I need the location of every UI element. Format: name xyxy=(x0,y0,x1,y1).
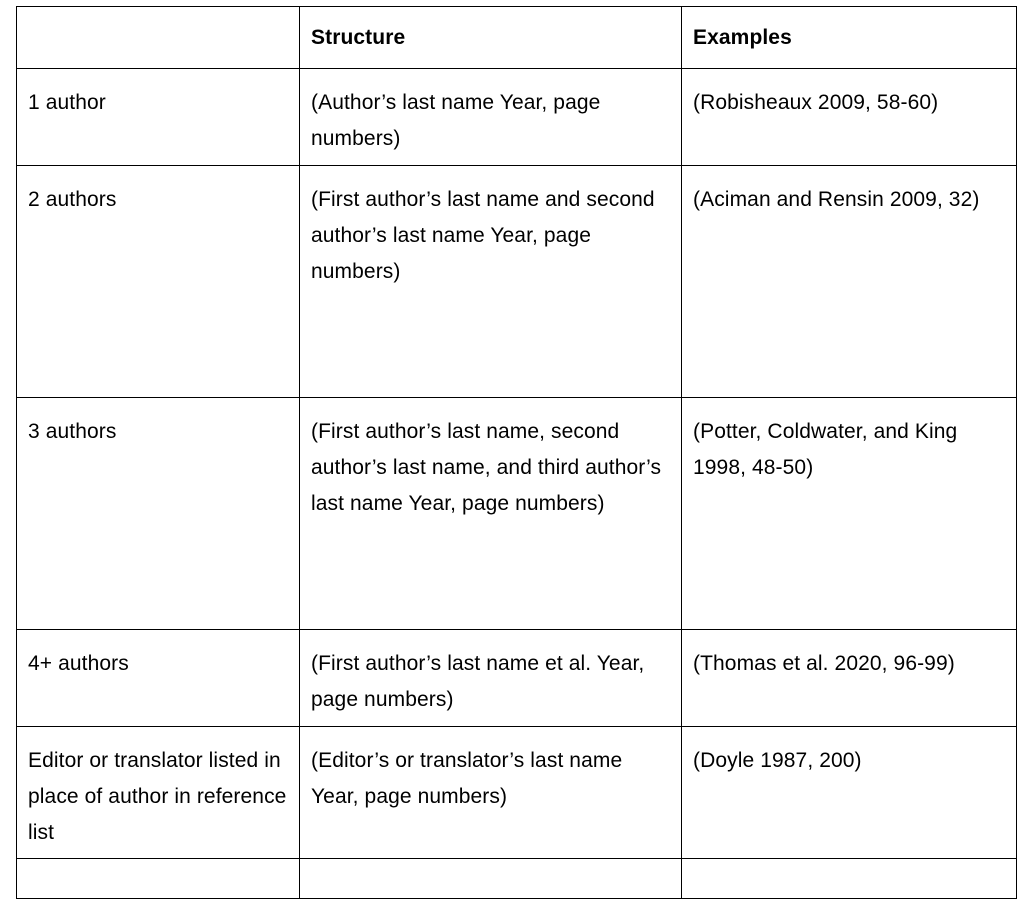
table-row xyxy=(17,166,1017,398)
structure-cell: (First author’s last name, second author’s last name, and third author’s last name Year, page numbers) xyxy=(300,398,682,630)
citation-table-container xyxy=(16,6,1016,899)
table-header-row xyxy=(17,7,1017,69)
example-cell: (Thomas et al. 2020, 96-99) xyxy=(682,630,1017,727)
author-type-cell: Editor or translator listed in place of author in reference list xyxy=(17,727,300,859)
header-cell-examples: Examples xyxy=(682,7,1017,69)
empty-cell xyxy=(17,859,300,899)
header-cell-type xyxy=(17,7,300,69)
table-row xyxy=(17,69,1017,166)
example-cell: (Aciman and Rensin 2009, 32) xyxy=(682,166,1017,398)
example-cell: (Doyle 1987, 200) xyxy=(682,727,1017,859)
author-type-cell: 4+ authors xyxy=(17,630,300,727)
author-type-cell: 3 authors xyxy=(17,398,300,630)
structure-cell: (First author’s last name et al. Year, page numbers) xyxy=(300,630,682,727)
example-cell: (Potter, Coldwater, and King 1998, 48-50) xyxy=(682,398,1017,630)
structure-cell: (First author’s last name and second author’s last name Year, page numbers) xyxy=(300,166,682,398)
empty-cell xyxy=(300,859,682,899)
example-cell: (Robisheaux 2009, 58-60) xyxy=(682,69,1017,166)
table-row xyxy=(17,630,1017,727)
author-type-cell: 1 author xyxy=(17,69,300,166)
structure-cell: (Author’s last name Year, page numbers) xyxy=(300,69,682,166)
empty-cell xyxy=(682,859,1017,899)
structure-cell: (Editor’s or translator’s last name Year, page numbers) xyxy=(300,727,682,859)
header-cell-structure: Structure xyxy=(300,7,682,69)
table-row xyxy=(17,727,1017,859)
table-row xyxy=(17,398,1017,630)
author-type-cell: 2 authors xyxy=(17,166,300,398)
citation-format-table xyxy=(16,6,1017,899)
table-row-partial xyxy=(17,859,1017,899)
